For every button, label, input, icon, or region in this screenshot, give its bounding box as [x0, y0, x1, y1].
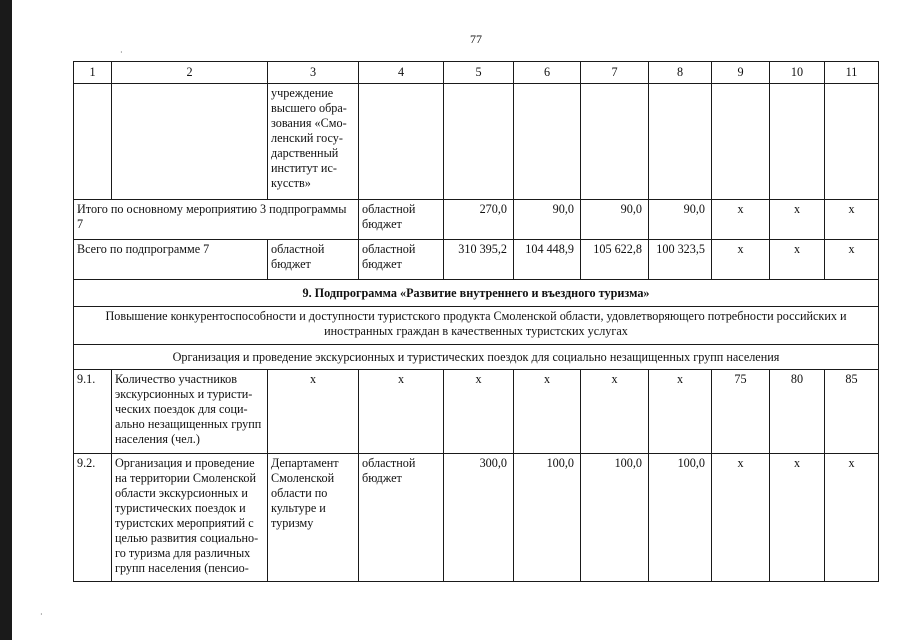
value-cell: x — [514, 370, 581, 454]
table-cell — [825, 84, 879, 200]
value-cell: 100,0 — [581, 454, 649, 582]
table-cell — [712, 84, 770, 200]
value-cell: 75 — [712, 370, 770, 454]
table-cell — [514, 84, 581, 200]
executor-cell: областной бюджет — [268, 240, 359, 280]
row-number: 9.2. — [74, 454, 112, 582]
indicator-name: Количество участников экскурсионных и туристических поездок для социально незащищенных групп населения (чел.) — [112, 370, 268, 454]
table-row-9-2 — [74, 454, 879, 582]
goal-text: Повышение конкурентоспособности и доступности туристского продукта Смоленской области, удовлетворяющего потребности российских и иностранных граждан в качественных туристских услугах — [74, 307, 879, 345]
header-cell: 11 — [825, 62, 879, 84]
table-cell — [74, 84, 112, 200]
value-cell: x — [770, 240, 825, 280]
value-cell: x — [825, 240, 879, 280]
source-cell: областной бюджет — [359, 200, 444, 240]
header-cell: 5 — [444, 62, 514, 84]
value-cell: x — [359, 370, 444, 454]
value-cell: 300,0 — [444, 454, 514, 582]
value-cell: x — [268, 370, 359, 454]
measure-name: Организация и проведение на территории Смоленской области экскурсионных и туристических поездок и туристских мероприятий с целью развития социального туризма для различных групп населения (пенсио- — [112, 454, 268, 582]
table-row-itogo — [74, 200, 879, 240]
header-cell: 10 — [770, 62, 825, 84]
table-cell — [359, 84, 444, 200]
table-cell — [112, 84, 268, 200]
value-cell: 100,0 — [649, 454, 712, 582]
table-cell — [649, 84, 712, 200]
value-cell: 105 622,8 — [581, 240, 649, 280]
table-cell — [770, 84, 825, 200]
value-cell: x — [712, 200, 770, 240]
header-cell: 1 — [74, 62, 112, 84]
header-cell: 4 — [359, 62, 444, 84]
header-row — [74, 62, 879, 84]
value-cell: x — [649, 370, 712, 454]
header-cell: 3 — [268, 62, 359, 84]
value-cell: 100,0 — [514, 454, 581, 582]
section-title: 9. Подпрограмма «Развитие внутреннего и въездного туризма» — [74, 280, 879, 307]
scan-edge-bar — [0, 0, 12, 640]
value-cell: 90,0 — [514, 200, 581, 240]
value-cell: 85 — [825, 370, 879, 454]
value-cell: x — [770, 200, 825, 240]
value-cell: 270,0 — [444, 200, 514, 240]
value-cell: 80 — [770, 370, 825, 454]
vsego-label: Всего по подпрограмме 7 — [74, 240, 268, 280]
task-text: Организация и проведение экскурсионных и туристических поездок для социально незащищенных групп населения — [74, 345, 879, 370]
header-cell: 7 — [581, 62, 649, 84]
row-number: 9.1. — [74, 370, 112, 454]
task-row — [74, 345, 879, 370]
source-cell: областной бюджет — [359, 240, 444, 280]
value-cell: x — [825, 454, 879, 582]
value-cell: 90,0 — [649, 200, 712, 240]
value-cell: 310 395,2 — [444, 240, 514, 280]
program-table — [73, 61, 879, 582]
scan-speck: · — [120, 48, 123, 57]
table-cell — [444, 84, 514, 200]
value-cell: x — [581, 370, 649, 454]
itogo-label: Итого по основному мероприятию 3 подпрограммы 7 — [74, 200, 359, 240]
header-cell: 9 — [712, 62, 770, 84]
scan-speck: · — [40, 610, 43, 619]
table-row-continuation — [74, 84, 879, 200]
header-cell: 2 — [112, 62, 268, 84]
value-cell: x — [770, 454, 825, 582]
header-cell: 6 — [514, 62, 581, 84]
goal-row — [74, 307, 879, 345]
value-cell: 90,0 — [581, 200, 649, 240]
table-row-vsego — [74, 240, 879, 280]
value-cell: x — [444, 370, 514, 454]
value-cell: 100 323,5 — [649, 240, 712, 280]
header-cell: 8 — [649, 62, 712, 84]
table-row-9-1 — [74, 370, 879, 454]
value-cell: 104 448,9 — [514, 240, 581, 280]
executor-cell: учреждение высшего обра-зования «Смо-ленский госу-дарственный институт ис-кусств» — [268, 84, 359, 200]
source-cell: областной бюджет — [359, 454, 444, 582]
page-number: 77 — [470, 32, 482, 46]
value-cell: x — [712, 240, 770, 280]
section-row — [74, 280, 879, 307]
executor-cell: Департамент Смоленской области по культуре и туризму — [268, 454, 359, 582]
value-cell: x — [712, 454, 770, 582]
value-cell: x — [825, 200, 879, 240]
table-cell — [581, 84, 649, 200]
